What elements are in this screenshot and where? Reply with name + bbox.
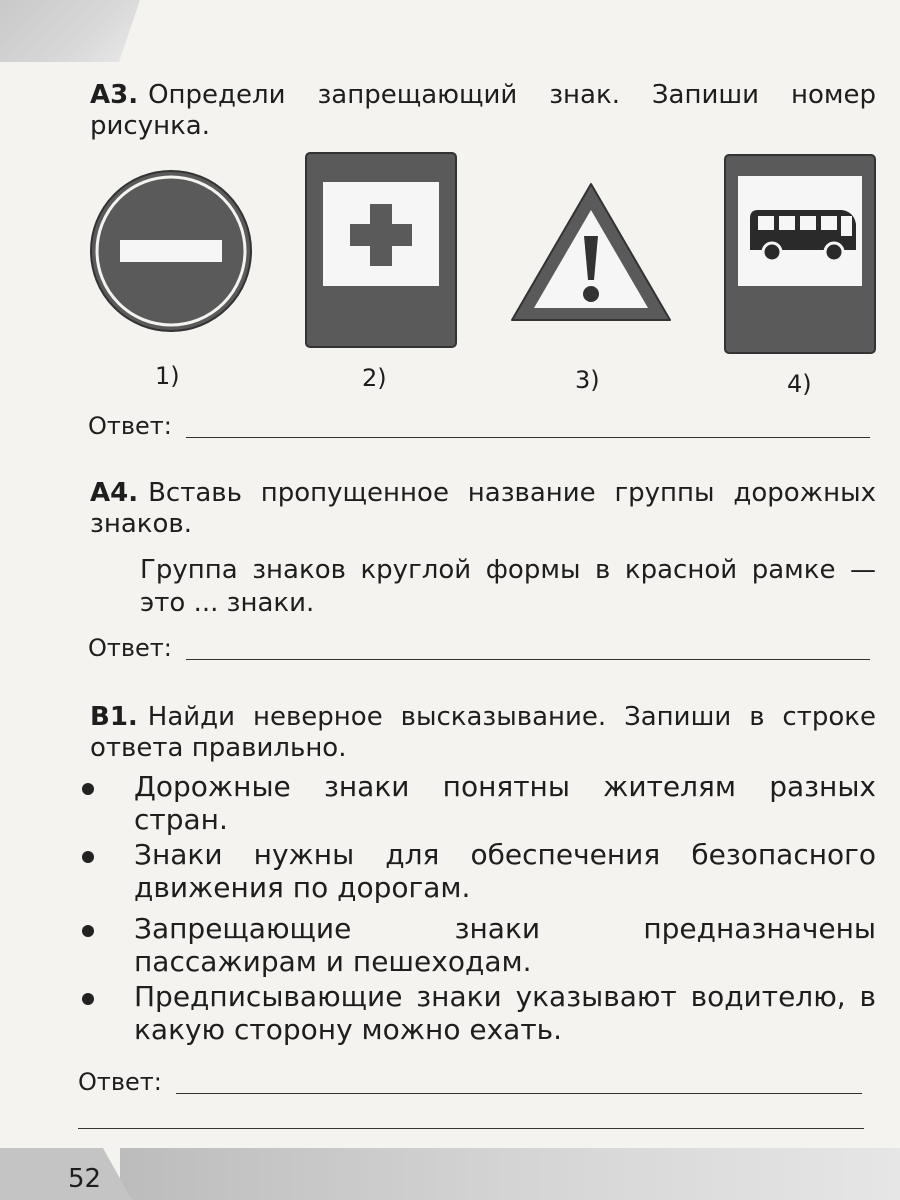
task-a3-answer-line[interactable] (186, 436, 870, 438)
no-entry-sign-icon (88, 168, 254, 334)
task-a3 (90, 80, 876, 142)
task-a4-number: А4. (90, 478, 139, 508)
task-a4-answer (88, 628, 870, 662)
bullet-4-icon (82, 993, 94, 1005)
task-b1-number: В1. (90, 702, 138, 732)
sign-2-label: 2) (362, 364, 387, 392)
task-a3-question: Определи запрещающий знак. Запиши номер рисунка. (90, 80, 876, 141)
task-b1-question: Найди неверное высказывание. Запиши в строке ответа правильно. (90, 702, 876, 763)
statement-item: Запрещающие знаки предназначены пассажирам и пешеходам. (134, 912, 876, 978)
task-a4-answer-line[interactable] (186, 658, 870, 660)
task-b1-text (90, 702, 876, 764)
warning-sign-icon (508, 180, 674, 326)
task-b1-answer-line-2[interactable] (78, 1128, 864, 1129)
task-a3-text (90, 80, 876, 142)
task-b1-answer-label: Ответ: (78, 1068, 162, 1096)
sign-1-label: 1) (155, 362, 180, 390)
bullet-3-icon (82, 925, 94, 937)
first-aid-sign-icon (305, 152, 457, 348)
sign-3-label: 3) (575, 366, 600, 394)
task-a3-answer (88, 406, 870, 440)
page-corner-tab (0, 0, 140, 62)
bullet-1-icon (82, 783, 94, 795)
page-number: 52 (68, 1164, 102, 1194)
footer-tab (0, 1148, 132, 1200)
task-a4-text (90, 478, 876, 540)
task-a4-answer-label: Ответ: (88, 634, 172, 662)
task-a3-number: А3. (90, 80, 139, 110)
task-a4-statement: Группа знаков круглой формы в красной рамке — это ... знаки. (140, 555, 876, 618)
bus-stop-sign-icon (724, 154, 876, 354)
task-a4-question: Вставь пропущенное название группы дорожных знаков. (90, 478, 876, 539)
task-a4 (90, 478, 876, 540)
task-a3-answer-label: Ответ: (88, 412, 172, 440)
sign-4-label: 4) (787, 370, 812, 398)
bullet-2-icon (82, 851, 94, 863)
statement-item: Дорожные знаки понятны жителям разных стран. (134, 770, 876, 836)
task-b1-answer (78, 1062, 862, 1096)
task-b1-answer-line[interactable] (176, 1092, 862, 1094)
task-b1 (90, 702, 876, 764)
statement-item: Предписывающие знаки указывают водителю, в какую сторону можно ехать. (134, 980, 876, 1046)
statement-item: Знаки нужны для обеспечения безопасного движения по дорогам. (134, 838, 876, 904)
footer-bar (120, 1148, 900, 1200)
